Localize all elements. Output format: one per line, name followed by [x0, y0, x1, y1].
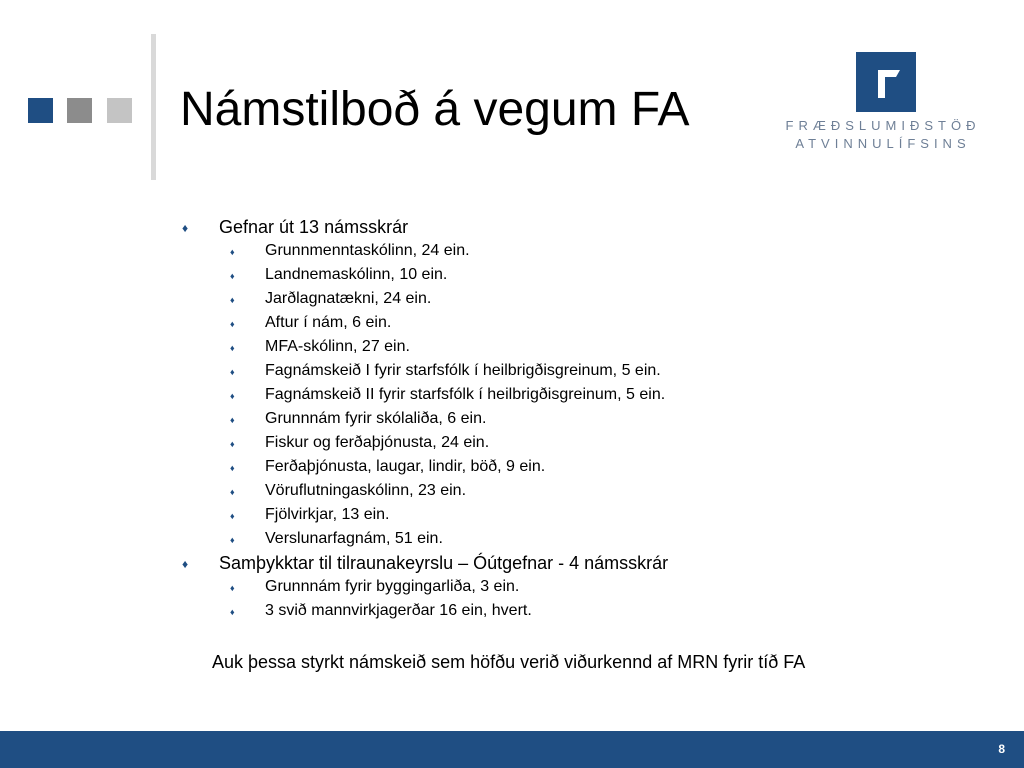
- diamond-bullet-icon: ♦: [230, 391, 235, 401]
- sub-list-item: [182, 431, 982, 455]
- sub-list-item: [182, 239, 982, 263]
- diamond-bullet-icon: ♦: [230, 271, 235, 281]
- note-text: Auk þessa styrkt námskeið sem höfðu verið viðurkennd af MRN fyrir tíð FA: [212, 652, 806, 672]
- fa-logo-icon: [856, 52, 916, 112]
- sub-list-item-text: Fagnámskeið II fyrir starfsfólk í heilbrigðisgreinum, 5 ein.: [265, 386, 666, 403]
- sub-list-item: [182, 575, 982, 599]
- diamond-bullet-icon: ♦: [230, 583, 235, 593]
- sub-list-item-text: 3 svið mannvirkjagerðar 16 ein, hvert.: [265, 602, 532, 619]
- sub-list-item-text: Grunnnám fyrir skólaliða, 6 ein.: [265, 410, 487, 427]
- diamond-bullet-icon: ♦: [182, 557, 189, 571]
- list-item-text: Samþykktar til tilraunakeyrslu – Óútgefnar - 4 námsskrár: [219, 553, 669, 573]
- diamond-bullet-icon: ♦: [230, 295, 235, 305]
- list-item: [182, 551, 982, 575]
- diamond-bullet-icon: ♦: [230, 607, 235, 617]
- sub-list-item: [182, 287, 982, 311]
- diamond-bullet-icon: ♦: [230, 415, 235, 425]
- sub-list-item: [182, 479, 982, 503]
- sub-list-item-text: Fiskur og ferðaþjónusta, 24 ein.: [265, 434, 490, 451]
- sub-list-item: [182, 599, 982, 623]
- slide-title: Námstilboð á vegum FA: [180, 83, 690, 136]
- decor-square-blue: [28, 98, 53, 123]
- list-item-text: Gefnar út 13 námsskrár: [219, 217, 409, 237]
- list-item: [182, 215, 982, 239]
- page-number: 8: [998, 742, 1005, 756]
- sub-list-item-text: Grunnmenntaskólinn, 24 ein.: [265, 242, 470, 259]
- diamond-bullet-icon: ♦: [230, 463, 235, 473]
- decor-square-gray: [67, 98, 92, 123]
- sub-list-item-text: Fjölvirkjar, 13 ein.: [265, 506, 390, 523]
- sub-list-item: [182, 527, 982, 551]
- sub-list-item-text: Verslunarfagnám, 51 ein.: [265, 530, 443, 547]
- sub-list-item-text: Landnemaskólinn, 10 ein.: [265, 266, 448, 283]
- decor-square-light-gray: [107, 98, 132, 123]
- sub-list-item-text: MFA-skólinn, 27 ein.: [265, 338, 410, 355]
- sub-list-item: [182, 335, 982, 359]
- sub-list-item: [182, 407, 982, 431]
- diamond-bullet-icon: ♦: [230, 511, 235, 521]
- sub-list-item-text: Jarðlagnatækni, 24 ein.: [265, 290, 432, 307]
- diamond-bullet-icon: ♦: [230, 343, 235, 353]
- diamond-bullet-icon: ♦: [230, 319, 235, 329]
- diamond-bullet-icon: ♦: [230, 487, 235, 497]
- sub-list-item: [182, 359, 982, 383]
- sub-list-item: [182, 383, 982, 407]
- sub-list-item: [182, 455, 982, 479]
- sub-list-item-text: Aftur í nám, 6 ein.: [265, 314, 392, 331]
- bullet-list: [182, 215, 982, 623]
- diamond-bullet-icon: ♦: [230, 367, 235, 377]
- sub-list-item: [182, 311, 982, 335]
- diamond-bullet-icon: ♦: [230, 247, 235, 257]
- diamond-bullet-icon: ♦: [230, 535, 235, 545]
- sub-list-item: [182, 503, 982, 527]
- sub-list-item-text: Vöruflutningaskólinn, 23 ein.: [265, 482, 467, 499]
- logo-text-line-1: FRÆÐSLUMIÐSTÖÐ: [785, 118, 981, 133]
- sub-list-item: [182, 263, 982, 287]
- footer-bar: [0, 731, 1024, 768]
- logo-text-line-2: ATVINNULÍFSINS: [795, 136, 971, 151]
- sub-list-item-text: Fagnámskeið I fyrir starfsfólk í heilbrigðisgreinum, 5 ein.: [265, 362, 661, 379]
- sub-list-item-text: Grunnnám fyrir byggingarliða, 3 ein.: [265, 578, 520, 595]
- diamond-bullet-icon: ♦: [230, 439, 235, 449]
- diamond-bullet-icon: ♦: [182, 221, 189, 235]
- sub-list-item-text: Ferðaþjónusta, laugar, lindir, böð, 9 ein.: [265, 458, 546, 475]
- title-divider: [151, 34, 156, 180]
